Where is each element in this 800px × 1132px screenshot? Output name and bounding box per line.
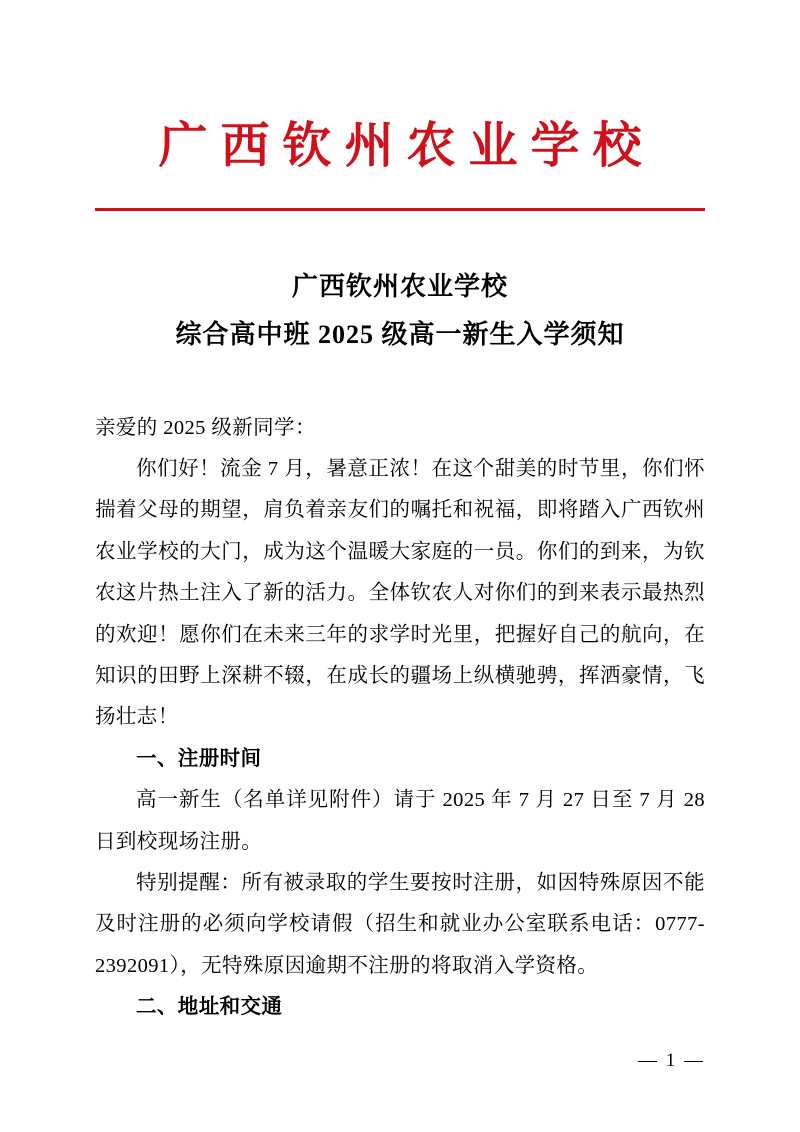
section-heading-registration-time: 一、注册时间	[136, 747, 262, 770]
page-number: — 1 —	[638, 1050, 705, 1071]
page-title-line-1: 广西钦州农业学校	[291, 272, 508, 302]
letterhead-school-name: 广西钦州农业学校	[158, 118, 655, 173]
document-body	[95, 408, 705, 1029]
letterhead	[95, 0, 705, 211]
section-heading-address-transport: 二、地址和交通	[136, 996, 283, 1019]
page-title-line-2: 综合高中班 2025 级高一新生入学须知	[175, 320, 625, 350]
page-title	[95, 263, 705, 359]
registration-reminder-paragraph: 特别提醒：所有被录取的学生要按时注册，如因特殊原因不能及时注册的必须向学校请假（招生和就业办公室联系电话：0777-2392091），无特殊原因逾期不注册的将取消入学资格。	[95, 872, 705, 977]
salutation: 亲爱的 2025 级新同学：	[95, 416, 316, 439]
registration-time-paragraph: 高一新生（名单详见附件）请于 2025 年 7 月 27 日至 7 月 28 日到校现场注册。	[95, 789, 705, 853]
intro-paragraph: 你们好！流金 7 月，暑意正浓！在这个甜美的时节里，你们怀揣着父母的期望，肩负着亲友们的嘱托和祝福，即将踏入广西钦州农业学校的大门，成为这个温暖大家庭的一员。你们的到来，为钦农这片热土注入了新的活力。全体钦农人对你们的到来表示最热烈的欢迎！愿你们在未来三年的求学时光里，把握好自己的航向，在知识的田野上深耕不辍，在成长的疆场上纵横驰骋，挥洒豪情，飞扬壮志！	[95, 457, 705, 729]
letterhead-divider	[95, 208, 705, 211]
